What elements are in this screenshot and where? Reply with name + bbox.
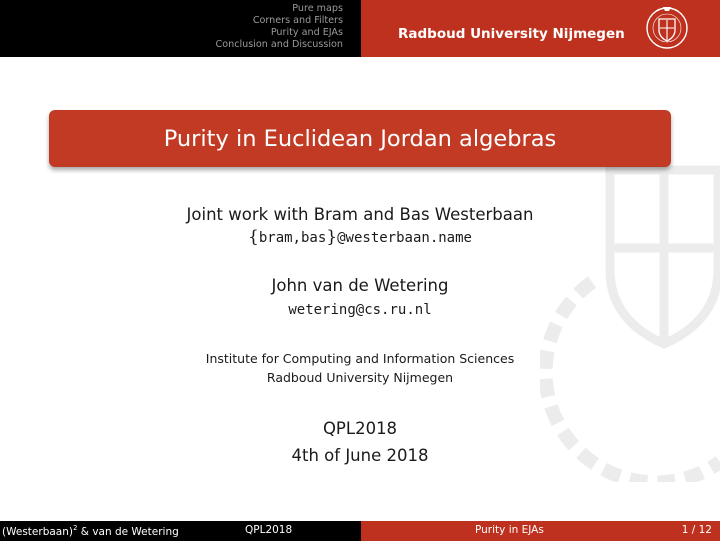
university-name: Radboud University Nijmegen xyxy=(398,26,625,42)
presenter-email: wetering@cs.ru.nl xyxy=(288,302,432,318)
nav-section-corners-filters[interactable]: Corners and Filters xyxy=(252,15,343,26)
nav-section-conclusion[interactable]: Conclusion and Discussion xyxy=(215,39,343,50)
section-navigation xyxy=(0,0,361,57)
section-list xyxy=(216,3,343,51)
university-seal-icon xyxy=(645,3,689,53)
footer-authors xyxy=(2,524,179,538)
email-brace-close: } xyxy=(326,227,338,247)
footline-right xyxy=(361,521,720,541)
nav-section-pure-maps[interactable]: Pure maps xyxy=(292,3,343,14)
coauthors-email xyxy=(0,227,720,249)
footer-page-number: 1 / 12 xyxy=(681,524,712,536)
institute-university: Radboud University Nijmegen xyxy=(266,370,454,385)
footline xyxy=(0,521,720,541)
title-block xyxy=(49,110,671,167)
presenter-name: John van de Wetering xyxy=(271,276,449,295)
event-name: QPL2018 xyxy=(322,419,398,438)
event-date: 4th of June 2018 xyxy=(291,446,429,465)
footline-left xyxy=(0,521,361,541)
headline-bar xyxy=(0,0,720,57)
footer-event: QPL2018 xyxy=(245,524,293,536)
nav-section-purity-ejas[interactable]: Purity and EJAs xyxy=(270,27,343,38)
email-domain: @westerbaan.name xyxy=(337,230,472,246)
slide-title: Purity in Euclidean Jordan algebras xyxy=(163,125,557,152)
email-names: bram,bas xyxy=(258,230,327,246)
footer-author-suffix: & van de Wetering xyxy=(77,526,179,538)
email-brace-open: { xyxy=(248,227,259,247)
coauthors-line: Joint work with Bram and Bas Westerbaan xyxy=(186,205,534,224)
footer-author-prefix: (Westerbaan) xyxy=(2,526,73,538)
footer-short-title: Purity in EJAs xyxy=(475,524,544,536)
footer-author-sup: 2 xyxy=(72,524,78,532)
institute-name: Institute for Computing and Information Sciences xyxy=(205,351,515,366)
university-banner xyxy=(361,0,720,57)
